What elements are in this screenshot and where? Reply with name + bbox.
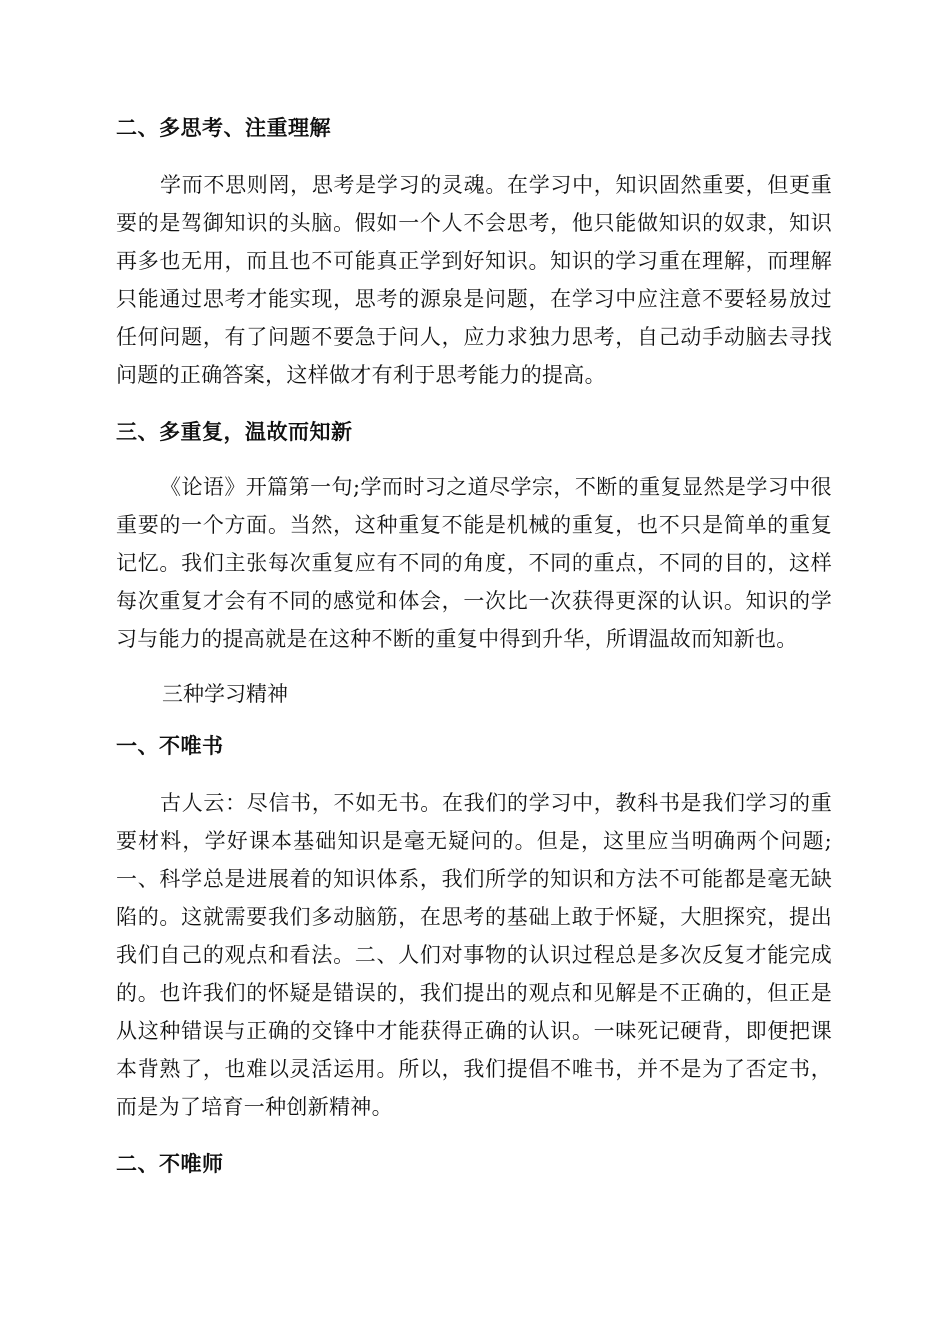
section-heading-not-only-books: 一、不唯书 (116, 734, 224, 758)
section-heading-think: 二、多思考、注重理解 (116, 116, 331, 140)
section-paragraph-not-only-books: 古人云：尽信书，不如无书。在我们的学习中，教科书是我们学习的重要材料，学好课本基础知识是毫无疑问的。但是，这里应当明确两个问题;一、科学总是进展着的知识体系，我们所学的知识和方法不可能都是毫无缺陷的。这就需要我们多动脑筋，在思考的基础上敢于怀疑，大胆探究，提出我们自己的观点和看法。二、人们对事物的认识过程总是多次反复才能完成的。也许我们的怀疑是错误的，我们提出的观点和见解是不正确的，但正是从这种错误与正确的交锋中才能获得正确的认识。一味死记硬背，即便把课本背熟了，也难以灵活运用。所以，我们提倡不唯书，并不是为了否定书，而是为了培育一种创新精神。 (116, 791, 832, 1119)
section-heading-not-only-teacher: 二、不唯师 (116, 1152, 224, 1176)
subtitle-three-spirits: 三种学习精神 (162, 682, 288, 706)
section-paragraph-think: 学而不思则罔，思考是学习的灵魂。在学习中，知识固然重要，但更重要的是驾御知识的头脑。假如一个人不会思考，他只能做知识的奴隶，知识再多也无用，而且也不可能真正学到好知识。知识的学习重在理解，而理解只能通过思考才能实现，思考的源泉是问题，在学习中应注意不要轻易放过任何问题，有了问题不要急于问人，应力求独力思考，自己动手动脑去寻找问题的正确答案，这样做才有利于思考能力的提高。 (116, 173, 832, 387)
section-paragraph-repeat: 《论语》开篇第一句;学而时习之道尽学宗，不断的重复显然是学习中很重要的一个方面。当然，这种重复不能是机械的重复，也不只是简单的重复记忆。我们主张每次重复应有不同的角度，不同的重点，不同的目的，这样每次重复才会有不同的感觉和体会，一次比一次获得更深的认识。知识的学习与能力的提高就是在这种不断的重复中得到升华，所谓温故而知新也。 (116, 475, 832, 651)
section-heading-repeat: 三、多重复，温故而知新 (116, 420, 353, 444)
document-content (116, 106, 832, 1180)
